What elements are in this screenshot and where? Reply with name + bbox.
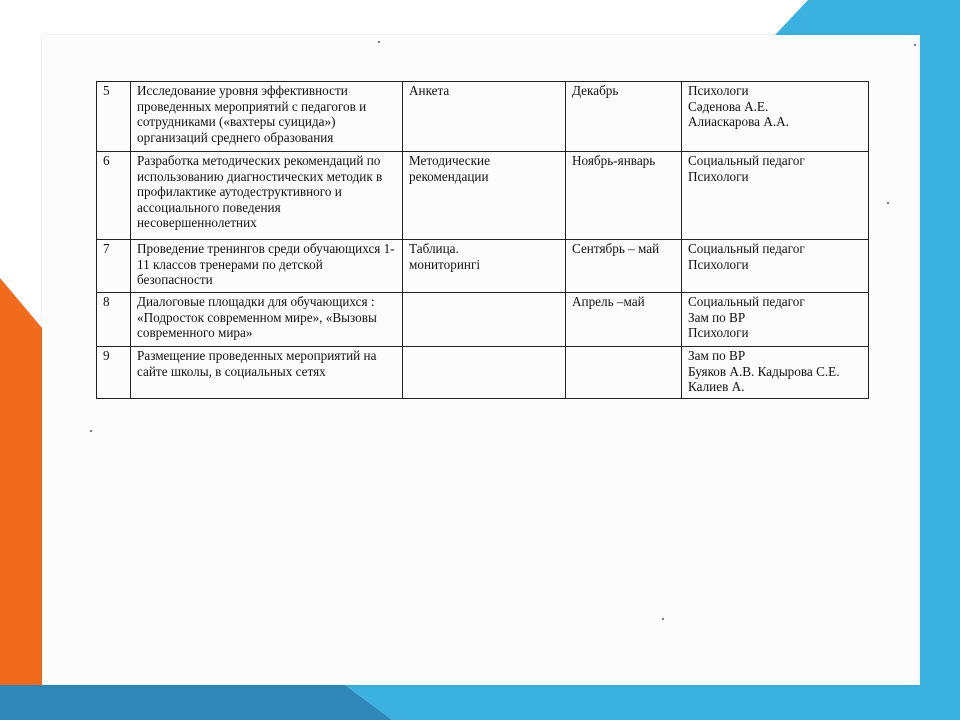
responsible-cell: Социальный педагог Зам по ВР Психологи	[682, 293, 869, 347]
period-cell: Декабрь	[566, 82, 682, 152]
period-cell: Апрель –май	[566, 293, 682, 347]
activity-cell: Проведение тренингов среди обучающихся 1-11 классов тренерами по детской безопасности	[131, 240, 403, 293]
table-row	[97, 347, 869, 399]
period-cell	[566, 347, 682, 399]
orange-corner-left	[0, 278, 42, 720]
row-number: 8	[97, 293, 131, 347]
form-cell: Таблица. мониторингі	[403, 240, 566, 293]
row-number: 5	[97, 82, 131, 152]
responsible-cell: Психологи Сәденова А.Е. Алиаскарова А.А.	[682, 82, 869, 152]
row-number: 9	[97, 347, 131, 399]
responsible-cell: Социальный педагог Психологи	[682, 152, 869, 240]
row-number: 6	[97, 152, 131, 240]
scan-speck	[914, 44, 916, 46]
form-cell: Методические рекомендации	[403, 152, 566, 240]
activity-cell: Размещение проведенных мероприятий на сайте школы, в социальных сетях	[131, 347, 403, 399]
row-number: 7	[97, 240, 131, 293]
responsible-cell: Зам по ВР Буяков А.В. Кадырова С.Е. Калиев А.	[682, 347, 869, 399]
period-cell: Ноябрь-январь	[566, 152, 682, 240]
scan-speck	[662, 618, 664, 620]
form-cell: Анкета	[403, 82, 566, 152]
activity-cell: Диалоговые площадки для обучающихся : «Подросток современном мире», «Вызовы современного мира»	[131, 293, 403, 347]
activity-plan-table	[96, 81, 869, 399]
activity-cell: Исследование уровня эффективности проведенных мероприятий с педагогов и сотрудниками («вахтеры суицида») организаций среднего образования	[131, 82, 403, 152]
table-row	[97, 82, 869, 152]
scan-speck	[378, 41, 380, 43]
scan-speck	[90, 430, 92, 432]
table-row	[97, 152, 869, 240]
form-cell	[403, 347, 566, 399]
table-row	[97, 293, 869, 347]
scan-speck	[887, 202, 889, 204]
table-row	[97, 240, 869, 293]
form-cell	[403, 293, 566, 347]
responsible-cell: Социальный педагог Психологи	[682, 240, 869, 293]
activity-cell: Разработка методических рекомендаций по использованию диагностических методик в профилактике аутодеструктивного и ассоциального поведения несовершеннолетних	[131, 152, 403, 240]
dark-blue-band-bottom	[0, 685, 392, 720]
light-blue-band-bottom	[345, 685, 920, 720]
period-cell: Сентябрь – май	[566, 240, 682, 293]
